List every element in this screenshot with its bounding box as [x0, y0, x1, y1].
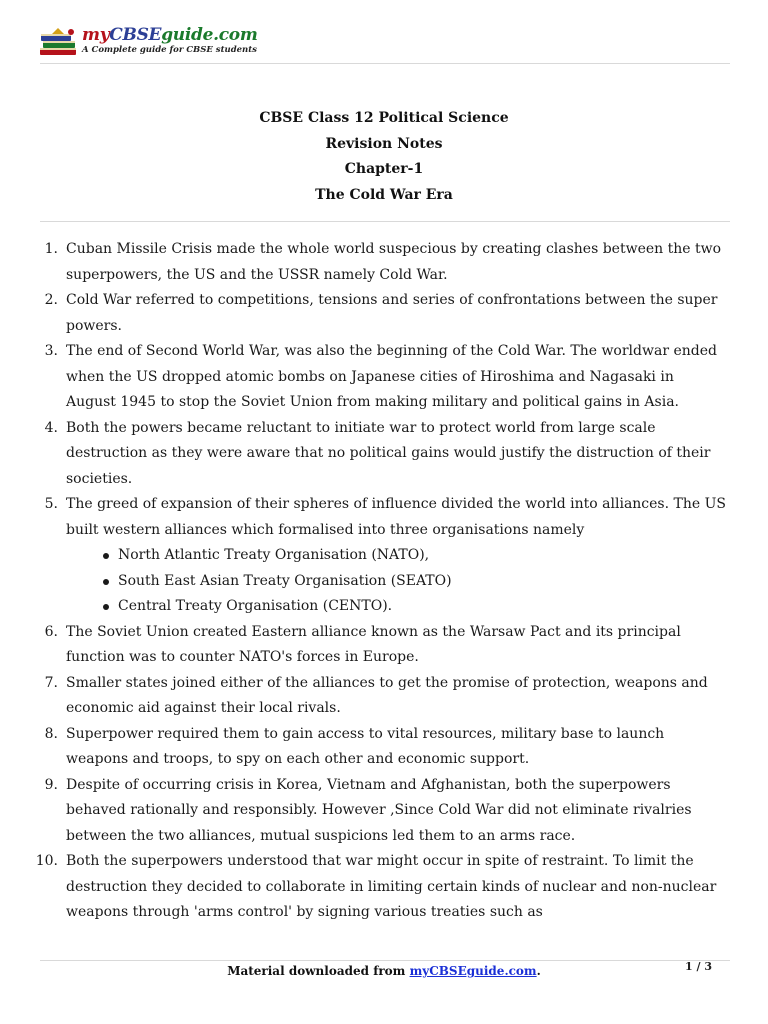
list-item: [0, 773, 768, 850]
bullet-item: [118, 594, 728, 620]
list-item: [0, 288, 768, 339]
title-line: Revision Notes: [325, 135, 443, 152]
list-item: [0, 339, 768, 416]
list-item: [0, 492, 768, 543]
list-item: [0, 849, 768, 926]
footer-attribution: [0, 964, 768, 978]
item-text: The end of Second World War, was also the beginning of the Cold War. The worldwar ended when the US dropped atomic bombs on Japanese cities of Hiroshima and Nagasaki in August 1945 to stop the Soviet Union from making military and political gains in Asia.: [66, 343, 717, 410]
list-item: [0, 237, 768, 288]
item-number: 10.: [35, 853, 58, 869]
item-number: 9.: [44, 776, 58, 793]
item-text: Cold War referred to competitions, tensions and series of confrontations between the super powers.: [66, 292, 718, 334]
item-text: Despite of occurring crisis in Korea, Vietnam and Afghanistan, both the superpowers behaved rationally and responsibly. However ,Since Cold War did not eliminate rivalries between the two alliances, mutual suspicions led them to an arms race.: [66, 776, 692, 844]
list-item: [0, 671, 768, 722]
site-logo-text[interactable]: myCBSEguide.com: [82, 25, 258, 45]
bullet-text: Central Treaty Organisation (CENTO).: [118, 598, 393, 614]
bullet-text: South East Asian Treaty Organisation (SEATO): [118, 572, 452, 589]
footer-divider: [40, 960, 730, 961]
item-text: Both the powers became reluctant to initiate war to protect world from large scale destruction as they were aware that no political gains would justify the distruction of their societies.: [66, 419, 711, 487]
footer-site-link[interactable]: myCBSEguide.com: [409, 964, 537, 978]
list-item: [0, 722, 768, 773]
document-title: [0, 106, 768, 208]
item-number: 6.: [44, 623, 58, 640]
item-number: 8.: [44, 725, 58, 742]
bullet-item: [118, 543, 728, 569]
item-text: Superpower required them to gain access to vital resources, military base to launch weapons and troops, to spy on each other and economic support.: [66, 725, 665, 767]
bullet-text: North Atlantic Treaty Organisation (NATO),: [118, 547, 430, 563]
bullet-dot-icon: [103, 553, 109, 559]
footer-suffix: .: [536, 964, 541, 978]
notes-list: [0, 237, 768, 926]
item-text: The greed of expansion of their spheres of influence divided the world into alliances. The US built western alliances which formalised into three organisations namely: [66, 496, 726, 538]
item-text: Cuban Missile Crisis made the whole world suspecious by creating clashes between the two superpowers, the US and the USSR namely Cold War.: [66, 241, 722, 283]
item-text: Smaller states joined either of the alliances to get the promise of protection, weapons and economic aid against their local rivals.: [66, 674, 708, 716]
logo-tagline: A Complete guide for CBSE students: [82, 45, 257, 55]
bullet-dot-icon: [103, 604, 109, 610]
item-text: Both the superpowers understood that war might occur in spite of restraint. To limit the destruction they decided to collaborate in limiting certain kinds of nuclear and non-nuclear weapons through 'arms control' by signing various treaties such as: [66, 853, 717, 920]
title-divider: [40, 221, 730, 222]
item-number: 3.: [44, 343, 58, 359]
title-line: Chapter-1: [344, 161, 424, 177]
item-number: 5.: [44, 496, 58, 512]
bullet-dot-icon: [103, 579, 109, 585]
item-number: 4.: [44, 419, 58, 436]
books-logo-icon: [38, 26, 80, 58]
bullet-item: [118, 569, 728, 595]
header-divider: [40, 63, 730, 64]
page-number: 1 / 3: [685, 960, 712, 973]
item-number: 2.: [44, 292, 58, 308]
item-number: 1.: [44, 241, 58, 257]
page-header: [38, 22, 730, 66]
footer-prefix: Material downloaded from: [227, 964, 410, 978]
list-item: [0, 416, 768, 493]
title-line: CBSE Class 12 Political Science: [259, 110, 509, 126]
item-text: The Soviet Union created Eastern alliance known as the Warsaw Pact and its principal function was to counter NATO's forces in Europe.: [66, 623, 681, 665]
list-item: [0, 620, 768, 671]
item-number: 7.: [44, 674, 58, 691]
title-line: The Cold War Era: [315, 186, 453, 203]
